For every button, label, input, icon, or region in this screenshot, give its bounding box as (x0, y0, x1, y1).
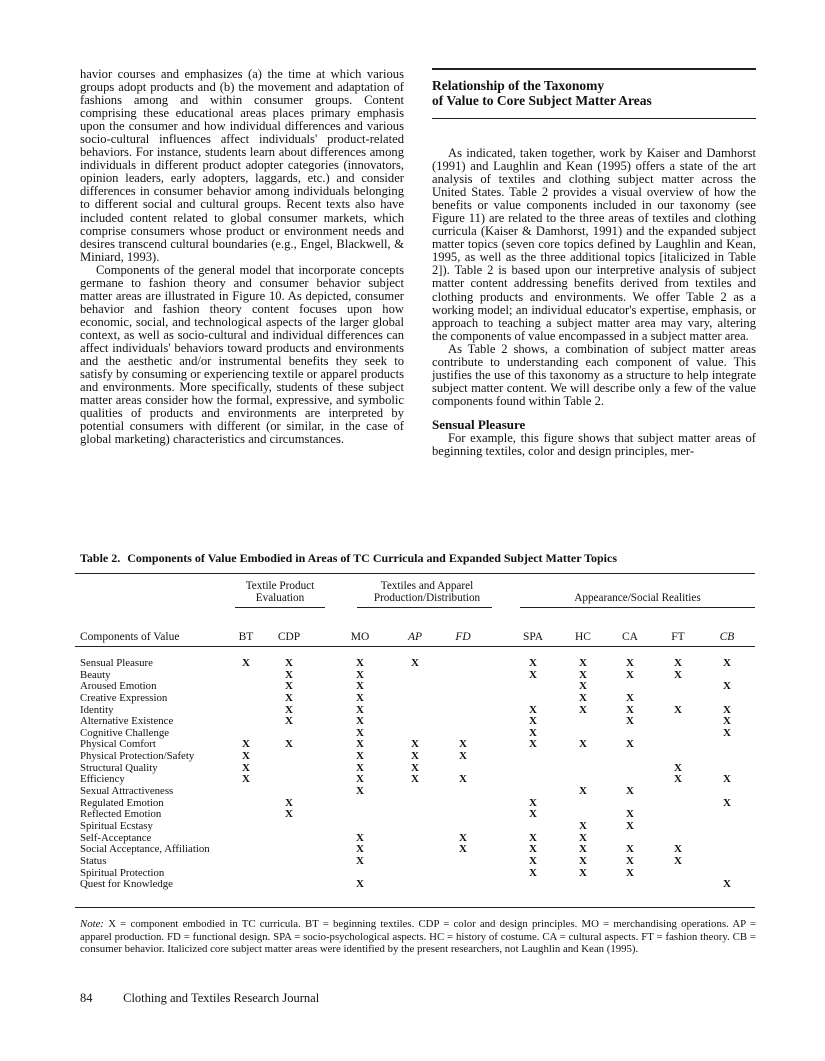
cell-mark: X (723, 703, 731, 716)
cell-mark: X (356, 773, 364, 786)
cell-mark: X (356, 831, 364, 844)
cell-mark: X (579, 668, 587, 681)
cell-mark: X (626, 854, 634, 867)
cell-mark: X (626, 657, 634, 669)
cell-mark: X (579, 866, 587, 879)
cell-mark: X (356, 726, 364, 739)
cell-mark: X (723, 680, 731, 693)
value-components-table (75, 569, 755, 909)
cell-mark: X (356, 668, 364, 681)
table-body (80, 658, 755, 891)
row-label: Efficiency (80, 773, 125, 786)
cell-mark: X (674, 854, 682, 867)
right-paragraph-2: As Table 2 shows, a combination of subject matter areas contribute to understanding each component of value. This justifies the use of this taxonomy as a structure to help integrate subject matter content. We will describe only a few of the value components found within Table 2. (432, 341, 756, 408)
table-header-rule (75, 646, 755, 647)
page-footer (80, 991, 319, 1006)
cell-mark: X (356, 843, 364, 856)
table-bottom-rule (75, 907, 755, 908)
cell-mark: X (356, 785, 364, 798)
cell-mark: X (723, 796, 731, 809)
heading-top-rule (432, 68, 756, 70)
column-header-spa: SPA (522, 631, 544, 643)
row-label: Aroused Emotion (80, 680, 157, 693)
column-header-ft: FT (671, 631, 685, 643)
table-row (80, 879, 755, 891)
row-label: Social Acceptance, Affiliation (80, 843, 210, 856)
cell-mark: X (356, 657, 364, 669)
group-header-evaluation-line-1: Textile Product (245, 580, 315, 592)
cell-mark: X (579, 819, 587, 832)
row-label: Alternative Existence (80, 715, 174, 728)
cell-mark: X (285, 680, 293, 693)
table-row (80, 786, 755, 798)
cell-mark: X (411, 750, 419, 763)
right-paragraph-3: For example, this figure shows that subject matter areas of beginning textiles, color and design principles, mer- (432, 430, 756, 459)
left-paragraph-2: Components of the general model that incorporate concepts germane to fashion theory and consumer behavior subject matter areas are illustrated in Figure 10. As depicted, consumer behavior and fashion theory content focuses upon how economic, social, and technological aspects of the larger global context, as well as socio-cultural and individual differences can affect individuals' behaviors toward products and environments and the aesthetic and/or instrumental benefits they seek to satisfy by consuming or experiencing textile or apparel products and environments. More specifically, students of these subject matter areas consider how the formal, expressive, and symbolic qualities of products and environments are interpreted by potential consumers with different (or similar, in the case of global marketing) characteristics and circumstances. (80, 262, 404, 447)
row-label: Beauty (80, 668, 111, 681)
table-row (80, 821, 755, 833)
cell-mark: X (674, 843, 682, 856)
cell-mark: X (723, 715, 731, 728)
cell-mark: X (579, 691, 587, 704)
cell-mark: X (242, 657, 250, 669)
heading-bottom-rule (432, 118, 756, 119)
row-label: Sexual Attractiveness (80, 785, 174, 798)
cell-mark: X (459, 831, 467, 844)
cell-mark: X (626, 843, 634, 856)
column-header-ca: CA (622, 631, 638, 643)
cell-mark: X (356, 750, 364, 763)
cell-mark: X (626, 668, 634, 681)
subsection-heading: Sensual Pleasure (432, 416, 526, 432)
table-note (80, 918, 756, 956)
cell-mark: X (579, 831, 587, 844)
cell-mark: X (723, 878, 731, 891)
cell-mark: X (459, 773, 467, 786)
row-label: Physical Protection/Safety (80, 750, 195, 763)
table-row (80, 716, 755, 728)
cell-mark: X (411, 773, 419, 786)
cell-mark: X (285, 796, 293, 809)
cell-mark: X (626, 866, 634, 879)
column-header-cdp: CDP (277, 631, 301, 643)
table-row (80, 670, 755, 682)
row-label: Spiritual Protection (80, 866, 165, 879)
cell-mark: X (411, 738, 419, 751)
table-row (80, 681, 755, 693)
cell-mark: X (529, 668, 537, 681)
cell-mark: X (626, 715, 634, 728)
table-row (80, 844, 755, 856)
row-label: Creative Expression (80, 691, 168, 704)
table-row (80, 868, 755, 880)
cell-mark: X (626, 819, 634, 832)
table-caption-label: Table 2. (80, 551, 121, 565)
cell-mark: X (285, 738, 293, 751)
cell-mark: X (626, 703, 634, 716)
cell-mark: X (529, 657, 537, 669)
cell-mark: X (723, 657, 731, 669)
cell-mark: X (674, 773, 682, 786)
group-rule-production (357, 607, 492, 608)
table-row (80, 705, 755, 717)
group-header-production-line-2: Production/Distribution (373, 592, 481, 604)
left-paragraph-1: havior courses and emphasizes (a) the time at which various groups adopt products and (b) the movement and adaptation of fashions among and within consumer groups. Content comprising these educational areas places primary emphasis upon the consumer and how individual differences and various socio-cultural influences affect individuals' product-related behaviors. For instance, students learn about differences among individuals in different product adopter categories (innovators, opinion leaders, early adopters, laggards, etc.) and consider differences in consumer behavior among individuals belonging to different social and cultural groups. Recent texts also have included content related to global consumer markets, which comprise consumers whose product or environment needs and desires transcend cultural boundaries (e.g., Engel, Blackwell, & Miniard, 1993). (80, 67, 404, 264)
cell-mark: X (459, 750, 467, 763)
cell-mark: X (529, 854, 537, 867)
row-label: Reflected Emotion (80, 808, 162, 821)
cell-mark: X (285, 715, 293, 728)
column-header-cb: CB (719, 631, 735, 643)
cell-mark: X (356, 738, 364, 751)
column-header-fd: FD (455, 631, 471, 643)
table-row (80, 693, 755, 705)
cell-mark: X (411, 657, 419, 669)
cell-mark: X (674, 657, 682, 669)
cell-mark: X (579, 843, 587, 856)
cell-mark: X (356, 691, 364, 704)
cell-mark: X (626, 691, 634, 704)
row-label: Sensual Pleasure (80, 657, 153, 669)
cell-mark: X (529, 726, 537, 739)
column-header-bt: BT (238, 631, 254, 643)
cell-mark: X (674, 668, 682, 681)
group-header-appearance: Appearance/Social Realities (574, 592, 701, 604)
cell-mark: X (674, 761, 682, 774)
cell-mark: X (529, 831, 537, 844)
right-column (432, 68, 756, 458)
column-header-hc: HC (575, 631, 591, 643)
cell-mark: X (356, 878, 364, 891)
group-header-evaluation-line-2: Evaluation (255, 592, 305, 604)
table-row (80, 774, 755, 786)
left-column (80, 68, 404, 446)
row-label: Cognitive Challenge (80, 726, 170, 739)
cell-mark: X (529, 796, 537, 809)
cell-mark: X (579, 854, 587, 867)
row-label: Identity (80, 703, 114, 716)
cell-mark: X (242, 750, 250, 763)
right-paragraph-1: As indicated, taken together, work by Kaiser and Damhorst (1991) and Laughlin and Kean (1995) offers a state of the art analysis of textiles and clothing subject matter across the United States. Table 2 provides a visual overview of how the benefits or value components included in our taxonomy (see Figure 11) are related to the three areas of textiles and clothing curricula (Kaiser & Damhorst, 1991) and the expanded subject matter topics (seven core topics defined by Laughlin and Kean, 1995, as well as the three additional topics [italicized in Table 2]). Table 2 is based upon our interpretive analysis of subject matter content addressing benefits derived from textiles and clothing products and environments. We offer Table 2 as a working model; an individual educator's expertise, emphasis, or approach to teaching a subject matter area may vary, altering the components of value encompassed in a subject matter area. (432, 146, 756, 343)
group-header-production-line-1: Textiles and Apparel (380, 580, 474, 592)
row-label: Quest for Knowledge (80, 878, 173, 891)
section-heading-line-1: Relationship of the Taxonomy (432, 78, 605, 93)
cell-mark: X (723, 726, 731, 739)
journal-name: Clothing and Textiles Research Journal (123, 991, 320, 1005)
cell-mark: X (459, 843, 467, 856)
row-label: Physical Comfort (80, 738, 156, 751)
cell-mark: X (579, 738, 587, 751)
column-header-ap: AP (407, 631, 423, 643)
group-header-production (357, 580, 497, 604)
cell-mark: X (529, 843, 537, 856)
table-top-rule (75, 573, 755, 574)
row-label: Status (80, 854, 107, 867)
cell-mark: X (242, 761, 250, 774)
cell-mark: X (529, 703, 537, 716)
row-label: Self-Acceptance (80, 831, 152, 844)
cell-mark: X (579, 657, 587, 669)
cell-mark: X (285, 703, 293, 716)
cell-mark: X (242, 738, 250, 751)
column-header-mo: MO (350, 631, 370, 643)
cell-mark: X (723, 773, 731, 786)
cell-mark: X (529, 715, 537, 728)
cell-mark: X (579, 785, 587, 798)
row-label: Spiritual Ecstasy (80, 819, 153, 832)
cell-mark: X (529, 738, 537, 751)
group-header-evaluation (235, 580, 325, 604)
cell-mark: X (285, 808, 293, 821)
group-rule-appearance (520, 607, 755, 608)
cell-mark: X (285, 691, 293, 704)
row-header-label: Components of Value (80, 631, 180, 643)
section-heading (432, 78, 756, 108)
cell-mark: X (285, 668, 293, 681)
row-label: Structural Quality (80, 761, 158, 774)
cell-mark: X (626, 808, 634, 821)
cell-mark: X (356, 761, 364, 774)
cell-mark: X (579, 680, 587, 693)
cell-mark: X (356, 715, 364, 728)
table-note-text: X = component embodied in TC curricula. BT = beginning textiles. CDP = color and design principles. MO = merchandising operations. AP = apparel production. FD = functional design. SPA = socio-psychological aspects. HC = history of costume. CA = cultural aspects. FT = fashion theory. CB = consumer behavior. Italicized core subject matter areas were identified by the present researchers, not Laughlin and Kean (1995). (80, 918, 756, 955)
table-row (80, 798, 755, 810)
cell-mark: X (579, 703, 587, 716)
cell-mark: X (626, 738, 634, 751)
row-label: Regulated Emotion (80, 796, 164, 809)
table-row (80, 809, 755, 821)
table-caption (80, 551, 617, 566)
table-note-label: Note: (80, 918, 104, 930)
cell-mark: X (674, 703, 682, 716)
cell-mark: X (529, 866, 537, 879)
cell-mark: X (529, 808, 537, 821)
page-number: 84 (80, 991, 93, 1005)
section-heading-line-2: of Value to Core Subject Matter Areas (432, 93, 652, 108)
table-row (80, 658, 755, 670)
cell-mark: X (356, 854, 364, 867)
cell-mark: X (459, 738, 467, 751)
cell-mark: X (242, 773, 250, 786)
table-caption-text: Components of Value Embodied in Areas of TC Curricula and Expanded Subject Matter Topics (127, 551, 617, 565)
group-rule-evaluation (235, 607, 325, 608)
cell-mark: X (411, 761, 419, 774)
cell-mark: X (356, 680, 364, 693)
cell-mark: X (356, 703, 364, 716)
cell-mark: X (626, 785, 634, 798)
table-row (80, 856, 755, 868)
cell-mark: X (285, 657, 293, 669)
